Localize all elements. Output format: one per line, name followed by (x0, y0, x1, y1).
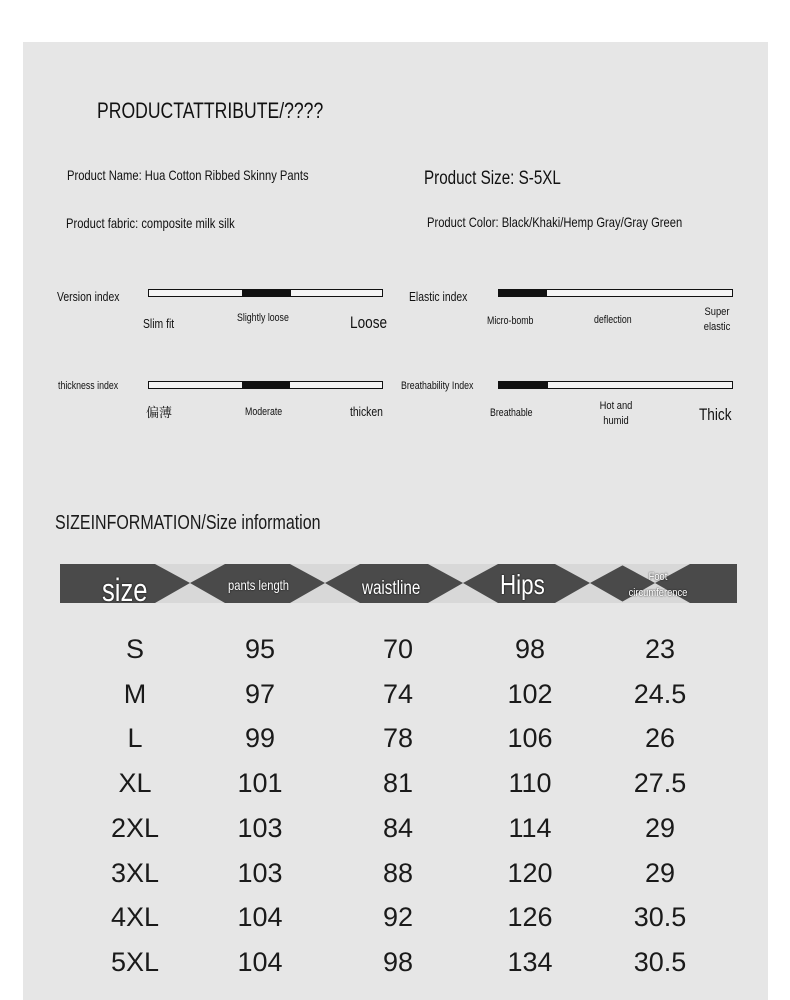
table-cell: 74 (382, 678, 414, 709)
header-hips: Hips (500, 569, 545, 600)
table-cell: 103 (237, 857, 283, 888)
header-waistline: waistline (362, 578, 421, 599)
table-cell: 84 (382, 812, 414, 843)
size-section-title: SIZEINFORMATION/Size information (55, 512, 321, 534)
table-cell: 29 (644, 857, 676, 888)
thickness-index-label: thickness index (58, 380, 119, 392)
table-cell: 120 (507, 857, 553, 888)
version-tick-slightly-loose: Slightly loose (237, 312, 289, 324)
thickness-index-bar (148, 381, 383, 389)
table-cell: 106 (507, 723, 553, 754)
table-cell: 126 (507, 902, 553, 933)
header-pants-length: pants length (228, 577, 290, 593)
table-row (60, 672, 737, 716)
breathability-tick-hot-humid: Hot and humid (599, 400, 633, 427)
thickness-tick-thin: 偏薄 (146, 405, 173, 420)
version-index-label: Version index (57, 289, 120, 304)
table-cell: 99 (244, 723, 276, 754)
table-cell: 26 (644, 723, 676, 754)
table-cell: 101 (237, 768, 283, 799)
table-cell: XL (118, 768, 152, 799)
product-fabric: Product fabric: composite milk silk (66, 215, 235, 231)
table-cell: 3XL (110, 857, 160, 888)
table-cell: 24.5 (633, 678, 687, 709)
table-row (60, 940, 737, 984)
table-cell: 110 (508, 768, 552, 799)
table-cell: 134 (507, 946, 553, 977)
table-cell: 92 (382, 902, 414, 933)
size-table-header (60, 564, 737, 603)
version-tick-loose: Loose (350, 313, 388, 332)
table-cell: M (123, 678, 147, 709)
table-cell: 2XL (110, 812, 160, 843)
thickness-tick-thicken: thicken (350, 404, 383, 419)
breathability-tick-breathable: Breathable (490, 407, 533, 419)
table-cell: 81 (382, 768, 414, 799)
elastic-tick-super: Super elastic (703, 306, 731, 333)
elastic-index-label: Elastic index (409, 289, 468, 304)
table-row (60, 895, 737, 939)
breathability-tick-thick: Thick (699, 405, 732, 424)
version-index-bar (148, 289, 383, 297)
header-foot-circumference: Foot circumference (628, 571, 688, 599)
thickness-index-fill (242, 382, 290, 388)
table-cell: 97 (244, 678, 276, 709)
table-cell: 5XL (110, 946, 160, 977)
table-cell: 70 (382, 634, 414, 664)
breathability-index-fill (499, 382, 548, 388)
table-cell: 88 (382, 857, 414, 888)
table-row (60, 761, 737, 805)
table-cell: 114 (508, 812, 552, 843)
product-color: Product Color: Black/Khaki/Hemp Gray/Gray Green (427, 214, 683, 230)
table-row (60, 716, 737, 760)
elastic-tick-deflection: deflection (594, 314, 632, 326)
table-cell: 98 (514, 634, 546, 664)
table-cell: 30.5 (633, 946, 687, 977)
elastic-tick-micro: Micro-bomb (487, 315, 534, 327)
elastic-index-bar (498, 289, 733, 297)
table-row (60, 851, 737, 895)
thickness-tick-moderate: Moderate (245, 406, 283, 418)
table-cell: 29 (644, 812, 676, 843)
table-cell: 104 (237, 946, 283, 977)
table-cell: S (125, 634, 144, 664)
table-row (60, 627, 737, 671)
breathability-index-label: Breathability Index (401, 380, 474, 392)
table-cell: 30.5 (633, 902, 687, 933)
table-cell: 98 (382, 946, 414, 977)
table-cell: 95 (244, 634, 276, 664)
table-cell: 23 (644, 634, 676, 664)
table-cell: 4XL (110, 902, 160, 933)
header-size: size (102, 572, 148, 603)
product-name: Product Name: Hua Cotton Ribbed Skinny Pants (67, 167, 309, 183)
table-cell: 102 (507, 678, 553, 709)
version-index-fill (242, 290, 291, 296)
version-tick-slim: Slim fit (143, 316, 175, 331)
table-cell: 78 (382, 723, 414, 754)
product-size: Product Size: S-5XL (424, 168, 561, 189)
table-row (60, 806, 737, 850)
elastic-index-fill (499, 290, 547, 296)
table-cell: L (127, 723, 143, 754)
attribute-section-title: PRODUCTATTRIBUTE/???? (97, 98, 324, 123)
breathability-index-bar (498, 381, 733, 389)
table-cell: 27.5 (633, 768, 687, 799)
table-cell: 103 (237, 812, 283, 843)
table-cell: 104 (237, 902, 283, 933)
